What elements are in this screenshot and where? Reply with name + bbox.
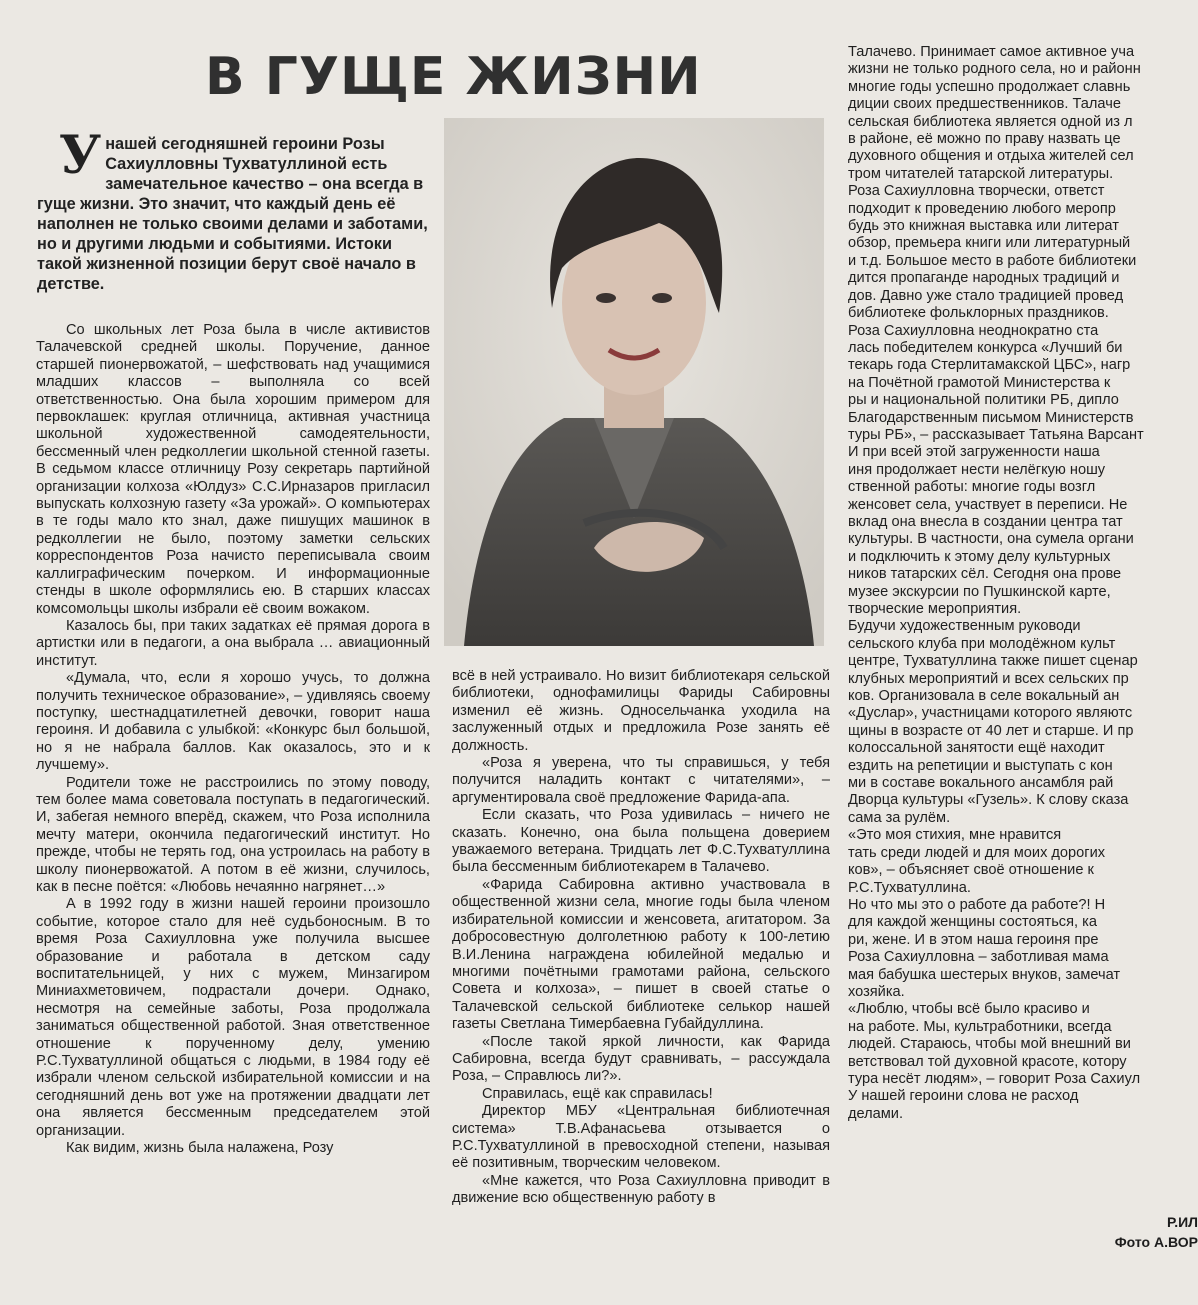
- text-line: сама за рулём.: [848, 809, 951, 826]
- text-line: на Почётной грамотой Министерства к: [848, 374, 1111, 391]
- paragraph: «Думала, что, если я хорошо учусь, то должна получить техническое образование», – удивляясь своему поступку, шестнадцатилетней девочки, говорит наша героиня. И добавила с улыбкой: «Конкурс был большой, но я не набрала баллов. Как оказалось, это и к лучшему».: [36, 670, 430, 774]
- text-line: текарь года Стерлитамакской ЦБС», нагр: [848, 357, 1131, 374]
- text-line: сельского клуба при молодёжном культ: [848, 635, 1116, 652]
- paragraph: «Мне кажется, что Роза Сахиулловна приводит в движение всю общественную работу в: [452, 1172, 830, 1207]
- text-line: Благодарственным письмом Министерств: [848, 409, 1134, 426]
- paragraph: Родители тоже не расстроились по этому поводу, тем более мама советовала поступать в педагогический. И, забегая немного вперёд, скажем, что Роза исполнила мечту матери, окончила педагогический институт. Но прежде, чтобы не терять год, она устроилась на работу в школу пионервожатой. А потом в её жизни, случилось, как в песне поётся: «Любовь нечаянно нагрянет…»: [36, 774, 430, 895]
- lead-text: нашей сегодняшней героини Розы Сахиулловны Тухватуллиной есть замечательное качество – она всегда в гуще жизни. Это значит, что каждый день её наполнен не только своими делами и заботами, но и другими людьми и событиями. Истоки такой жизненной позиции берут своё начало в детстве.: [37, 135, 428, 293]
- text-line: сельская библиотека является одной из л: [848, 113, 1133, 130]
- text-line: жизни не только родного села, но и районн: [848, 61, 1141, 78]
- paragraph: Если сказать, что Роза удивилась – ничего не сказать. Конечно, она была польщена доверием уважаемого ветерана. Тридцать лет Ф.С.Тухватуллина была бессменным библиотекарем в Талачево.: [452, 807, 830, 876]
- text-line: Роза Сахиулловна неоднократно ста: [848, 322, 1099, 339]
- text-line: дов. Давно уже стало традицией провед: [848, 287, 1124, 304]
- paragraph: «После такой яркой личности, как Фарида Сабировна, всегда будут сравнивать, – рассуждала Роза, – Справлюсь ли?».: [452, 1033, 830, 1085]
- photo-credit: Фото А.ВОР: [1114, 1234, 1198, 1250]
- text-line: У нашей героини слова не расход: [848, 1088, 1079, 1105]
- column-1: [36, 322, 430, 1158]
- text-line: иня продолжает нести нелёгкую ношу: [848, 461, 1106, 478]
- paragraph: «Роза я уверена, что ты справишься, у тебя получится наладить контакт с читателями», – аргументировала своё предложение Фарида-апа.: [452, 755, 830, 806]
- text-line: творческие мероприятия.: [848, 601, 1022, 617]
- text-line: колоссальной занятости ещё находит: [848, 740, 1105, 757]
- text-line: Будучи художественным руководи: [848, 618, 1081, 635]
- text-line: туры РБ», – рассказывает Татьяна Варсант: [848, 426, 1144, 443]
- text-line: клубных мероприятий и всех сельских пр: [848, 670, 1129, 687]
- text-line: ездить на репетиции и выступать с кон: [848, 757, 1113, 774]
- text-line: обзор, премьера книги или литературный: [848, 235, 1131, 252]
- text-line: многие годы успешно продолжает славнь: [848, 78, 1131, 95]
- text-line: диции своих предшественников. Талаче: [848, 96, 1121, 113]
- text-line: женсовет села, участвует в переписи. Не: [848, 496, 1128, 513]
- text-line: «Дуслар», участницами которого являютс: [848, 705, 1133, 722]
- text-line: Р.С.Тухватуллина.: [848, 879, 971, 896]
- text-line: в районе, её можно по праву назвать це: [848, 131, 1121, 148]
- text-line: ственной работы: многие годы возгл: [848, 479, 1096, 496]
- paragraph: всё в ней устраивало. Но визит библиотекаря сельской библиотеки, однофамилицы Фариды Сабировны изменил её жизнь. Односельчанка уходила на заслуженный отдых и предложила Розе занять её должность.: [452, 668, 830, 754]
- text-line: на работе. Мы, культработники, всегда: [848, 1018, 1112, 1035]
- text-line: Талачево. Принимает самое активное уча: [848, 44, 1135, 60]
- text-line: «Это моя стихия, мне нравится: [848, 827, 1062, 844]
- paragraph: А в 1992 году в жизни нашей героини произошло событие, которое стало для неё судьбоносным. В то время Роза Сахиулловна уже получила высшее образование и работала в детском саду воспитательницей, у них с мужем, Минзагиром Миниахметовичем, подрастали дочери. Однако, несмотря на семейные заботы, Роза продолжала заниматься общественной работой. Зная ответственное отношение к порученному делу, умению Р.С.Тухватуллиной общаться с людьми, в 1984 году её избрали членом сельской избирательной комиссии и на сегодняшний день вот уже на протяжении двадцати лет она является бессменным председателем этой организации.: [36, 896, 430, 1139]
- text-line: подходит к проведению любого меропр: [848, 200, 1116, 217]
- text-line: тать среди людей и для моих дорогих: [848, 844, 1106, 861]
- signature: [958, 1212, 1198, 1252]
- text-line: вклад она внесла в создании центра тат: [848, 513, 1123, 530]
- paragraph: «Фарида Сабировна активно участвовала в общественной жизни села, многие годы была членом избирательной комиссии и женсовета, агитатором. За добросовестную долголетнюю работу к 100-летию В.И.Ленина награждена юбилейной медалью и многими почётными грамотами района, сельского Совета и колхоза», – пишет в своей статье о Талачевской сельской библиотеке селькор нашей газеты Светлана Тимербаевна Губайдуллина.: [452, 876, 830, 1033]
- lead-dropcap: У: [59, 125, 102, 186]
- text-line: ков», – объясняет своё отношение к: [848, 862, 1094, 879]
- text-line: музее экскурсии по Пушкинской карте,: [848, 583, 1111, 600]
- text-line: ры и национальной политики РБ, дипло: [848, 392, 1119, 409]
- text-line: тром читателей татарской литературы.: [848, 165, 1114, 182]
- text-line: будь это книжная выставка или литерат: [848, 218, 1119, 235]
- column-3: [848, 44, 1198, 1123]
- text-line: щины в возрасте от 40 лет и старше. И пр: [848, 722, 1134, 739]
- portrait-illustration: [444, 118, 824, 646]
- paragraph: Директор МБУ «Центральная библиотечная система» Т.В.Афанасьева отзывается о Р.С.Тухватуллиной в превосходной степени, называя её позитивным, творческим человеком.: [452, 1103, 830, 1172]
- text-line: И при всей этой загруженности наша: [848, 444, 1100, 461]
- portrait-photo: [444, 118, 824, 646]
- text-line: Дворца культуры «Гузель». К слову сказа: [848, 792, 1129, 809]
- article-lead: [37, 125, 430, 294]
- text-line: центре, Тухватуллина также пишет сценар: [848, 653, 1138, 670]
- author-credit: Р.ИЛ: [1166, 1214, 1198, 1230]
- paragraph: Со школьных лет Роза была в числе активистов Талачевской средней школы. Поручение, данное старшей пионервожатой, – шефствовать над учащимися младших классов – выполняла со всей ответственностью. Она была хорошим примером для первоклашек: круглая отличница, активная участница школьной художественной самодеятельности, бессменный член редколлегии школьной стенной газеты. В седьмом классе отличницу Розу секретарь партийной организации колхоза «Юлдуз» С.С.Ирназаров пригласил выпускать колхозную газету «За урожай». О компьютерах в те годы мало кто знал, даже пишущих машинок в редколлегии не было, поэтому заметки сельских корреспондентов Роза начисто переписывала своим каллиграфическим почерком. И информационные стенды в школе оформлялись ею. В старших классах комсомольцы школы избрали её своим вожаком.: [36, 322, 430, 617]
- text-line: людей. Стараюсь, чтобы мой внешний ви: [848, 1036, 1131, 1053]
- text-line: ветствовал той духовной красоте, котору: [848, 1053, 1127, 1070]
- column-2: [452, 668, 830, 1208]
- paragraph: Справилась, ещё как справилась!: [482, 1085, 713, 1102]
- text-line: библиотеке фольклорных праздников.: [848, 305, 1109, 322]
- text-line: лась победителем конкурса «Лучший би: [848, 339, 1123, 356]
- text-line: для каждой женщины состояться, ка: [848, 914, 1097, 931]
- text-line: и подключить к этому делу культурных: [848, 548, 1111, 565]
- text-line: Но что мы это о работе да работе?! Н: [848, 896, 1106, 913]
- text-line: Роза Сахиулловна творчески, ответст: [848, 183, 1105, 200]
- text-line: делами.: [848, 1105, 904, 1122]
- article-title: В ГУЩЕ ЖИЗНИ: [205, 47, 702, 107]
- text-line: ков. Организовала в селе вокальный ан: [848, 688, 1120, 705]
- text-line: тура несёт людям», – говорит Роза Сахиул: [848, 1070, 1141, 1087]
- text-line: мая бабушка шестерых внуков, замечат: [848, 966, 1121, 983]
- paragraph: Казалось бы, при таких задатках её прямая дорога в артистки или в педагоги, а она выбрала … авиационный институт.: [36, 617, 430, 669]
- text-line: духовного общения и отдыха жителей сел: [848, 148, 1134, 165]
- text-line: ников татарских сёл. Сегодня она прове: [848, 566, 1122, 583]
- text-line: ми в составе вокального ансамбля рай: [848, 775, 1114, 792]
- text-line: и т.д. Большое место в работе библиотеки: [848, 252, 1137, 269]
- text-line: ри, жене. И в этом наша героиня пре: [848, 931, 1099, 948]
- text-line: Роза Сахиулловна – заботливая мама: [848, 949, 1109, 966]
- paragraph: Как видим, жизнь была налажена, Розу: [66, 1140, 334, 1157]
- text-line: хозяйка.: [848, 983, 905, 1000]
- text-line: дится пропаганде народных традиций и: [848, 270, 1120, 287]
- text-line: культуры. В частности, она сумела органи: [848, 531, 1134, 548]
- text-line: «Люблю, чтобы всё было красиво и: [848, 1001, 1090, 1018]
